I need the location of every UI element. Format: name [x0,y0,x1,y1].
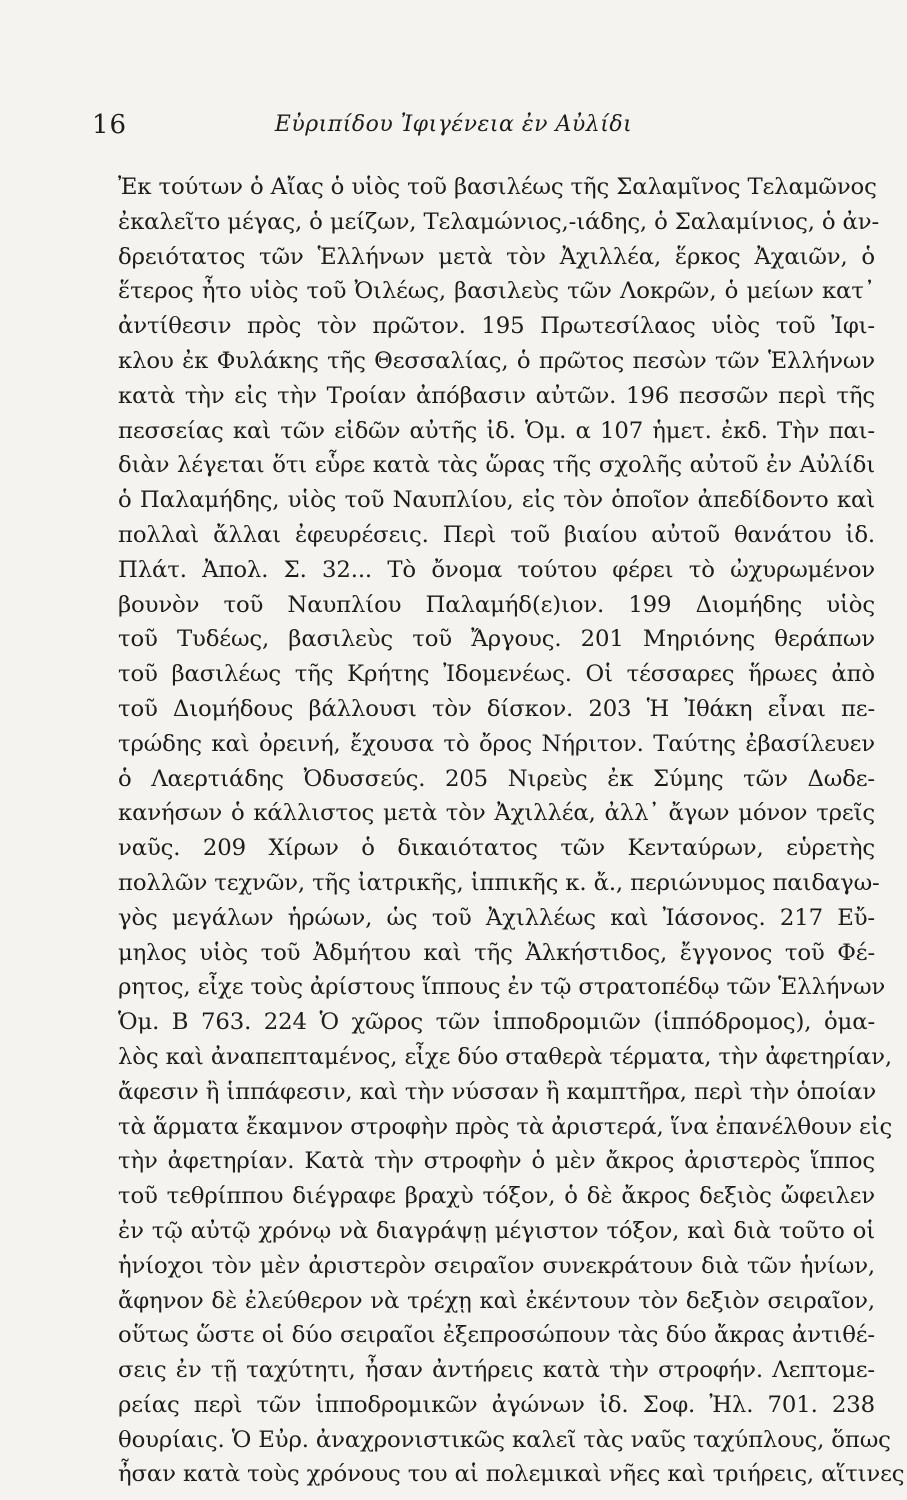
text-line: δρειότατος τῶν Ἑλλήνων μετὰ τὸν Ἀχιλλέα, ἕρκος Ἀχαιῶν, ὁ [118,243,875,270]
text-line: πεσσείας καὶ τῶν εἰδῶν αὐτῆς ἰδ. Ὁμ. α 107 ἡμετ. ἐκδ. Τὴν παι- [118,417,875,444]
text-line: τρώδης καὶ ὀρεινή, ἔχουσα τὸ ὄρος Νήριτον. Ταύτης ἐβασίλευεν [118,730,875,757]
text-line: τοῦ Τυδέως, βασιλεὺς τοῦ Ἄργους. 201 Μηριόνης θεράπων [118,626,875,653]
text-line: θουρίαις. Ὁ Εὐρ. ἀναχρονιστικῶς καλεῖ τὰς ναῦς ταχύπλους, ὅπως [118,1426,891,1453]
text-line: ἐν τῷ αὐτῷ χρόνῳ νὰ διαγράψῃ μέγιστον τόξον, καὶ διὰ τοῦτο οἱ [118,1217,875,1244]
text-line: ἦσαν κατὰ τοὺς χρόνους του αἱ πολεμικαὶ νῆες καὶ τριήρεις, αἵτινες [118,1461,905,1488]
text-line: σεις ἐν τῇ ταχύτητι, ἦσαν ἀντήρεις κατὰ τὴν στροφήν. Λεπτομε- [118,1357,875,1384]
text-line: τοῦ τεθρίππου διέγραφε βραχὺ τόξον, ὁ δὲ ἄκρος δεξιὸς ὤφειλεν [118,1183,875,1210]
text-line: κατὰ τὴν εἰς τὴν Τροίαν ἀπόβασιν αὐτῶν. 196 πεσσῶν περὶ τῆς [118,382,875,409]
text-line: ἡνίοχοι τὸν μὲν ἀριστερὸν σειραῖον συνεκράτουν διὰ τῶν ἡνίων, [118,1252,875,1279]
page-header [0,100,907,150]
text-line: λὸς καὶ ἀναπεπταμένος, εἶχε δύο σταθερὰ τέρματα, τὴν ἀφετηρίαν, [118,1043,892,1070]
text-line: ἄφηνον δὲ ἐλεύθερον νὰ τρέχῃ καὶ ἐκέντουν τὸν δεξιὸν σειραῖον, [118,1287,875,1314]
text-line: Ὁμ. Β 763. 224 Ὁ χῶρος τῶν ἱπποδρομιῶν (ἱππόδρομος), ὁμα- [118,1009,875,1036]
text-line: οὕτως ὥστε οἱ δύο σειραῖοι ἐξεπροσώπουν τὰς δύο ἄκρας ἀντιθέ- [118,1322,875,1349]
text-line: κανήσων ὁ κάλλιστος μετὰ τὸν Ἀχιλλέα, ἀλλ᾽ ἄγων μόνον τρεῖς [118,800,875,827]
text-line: μηλος υἱὸς τοῦ Ἀδμήτου καὶ τῆς Ἀλκήστιδος, ἔγγονος τοῦ Φέ- [118,939,875,966]
text-line: ρητος, εἶχε τοὺς ἀρίστους ἵππους ἐν τῷ στρατοπέδῳ τῶν Ἑλλήνων [118,974,886,1001]
text-line: γὸς μεγάλων ἡρώων, ὡς τοῦ Ἀχιλλέως καὶ Ἰάσονος. 217 Εὔ- [118,904,875,931]
text-line: πολλαὶ ἄλλαι ἐφευρέσεις. Περὶ τοῦ βιαίου αὐτοῦ θανάτου ἰδ. [118,521,875,548]
text-line: διὰν λέγεται ὅτι εὗρε κατὰ τὰς ὥρας τῆς σχολῆς αὐτοῦ ἐν Αὐλίδι [118,452,875,479]
text-line: τοῦ Διομήδους βάλλουσι τὸν δίσκον. 203 Ἡ Ἰθάκη εἶναι πε- [118,695,875,722]
text-line: Πλάτ. Ἀπολ. Σ. 32... Τὸ ὄνομα τούτου φέρει τὸ ὠχυρωμένον [118,556,875,583]
text-line: βουνὸν τοῦ Ναυπλίου Παλαμήδ(ε)ιον. 199 Διομήδης υἱὸς [118,591,875,618]
text-line: τοῦ βασιλέως τῆς Κρήτης Ἰδομενέως. Οἱ τέσσαρες ἥρωες ἀπὸ [118,661,875,688]
text-line: πολλῶν τεχνῶν, τῆς ἰατρικῆς, ἱππικῆς κ. ἄ., περιώνυμος παιδαγω- [118,869,880,896]
text-line: τὰ ἅρματα ἔκαμνον στροφὴν πρὸς τὰ ἀριστερά, ἵνα ἐπανέλθουν εἰς [118,1113,893,1140]
text-line: κλου ἐκ Φυλάκης τῆς Θεσσαλίας, ὁ πρῶτος πεσὼν τῶν Ἑλλήνων [118,347,875,374]
text-line: ρείας περὶ τῶν ἱπποδρομικῶν ἀγώνων ἰδ. Σοφ. Ἠλ. 701. 238 [118,1391,875,1418]
text-line: ὁ Παλαμήδης, υἱὸς τοῦ Ναυπλίου, εἰς τὸν ὁποῖον ἀπεδίδοντο καὶ [118,487,875,514]
page-number: 16 [92,110,128,140]
text-line: Ἐκ τούτων ὁ Αἴας ὁ υἱὸς τοῦ βασιλέως τῆς Σαλαμῖνος Τελαμῶνος [118,174,877,200]
text-line: ναῦς. 209 Χίρων ὁ δικαιότατος τῶν Κενταύρων, εὑρετὴς [118,835,875,862]
running-head: Εὐριπίδου Ἰφιγένεια ἐν Αὐλίδι [274,112,633,137]
text-line: ἄφεσιν ἢ ἱππάφεσιν, καὶ τὴν νύσσαν ἢ καμπτῆρα, περὶ τὴν ὁποίαν [118,1078,877,1105]
text-line: ὁ Λαερτιάδης Ὀδυσσεύς. 205 Νιρεὺς ἐκ Σύμης τῶν Δωδε- [118,765,875,792]
text-line: ἐκαλεῖτο μέγας, ὁ μείζων, Τελαμώνιος,-ιάδης, ὁ Σαλαμίνιος, ὁ ἀν- [118,208,880,235]
text-line: ἕτερος ἦτο υἱὸς τοῦ Ὀιλέως, βασιλεὺς τῶν Λοκρῶν, ὁ μείων κατ᾽ [118,278,875,305]
text-line: ἀντίθεσιν πρὸς τὸν πρῶτον. 195 Πρωτεσίλαος υἱὸς τοῦ Ἰφι- [118,313,875,340]
commentary-text [118,170,905,1492]
text-line: τὴν ἀφετηρίαν. Κατὰ τὴν στροφὴν ὁ μὲν ἄκρος ἀριστερὸς ἵππος [118,1148,875,1175]
